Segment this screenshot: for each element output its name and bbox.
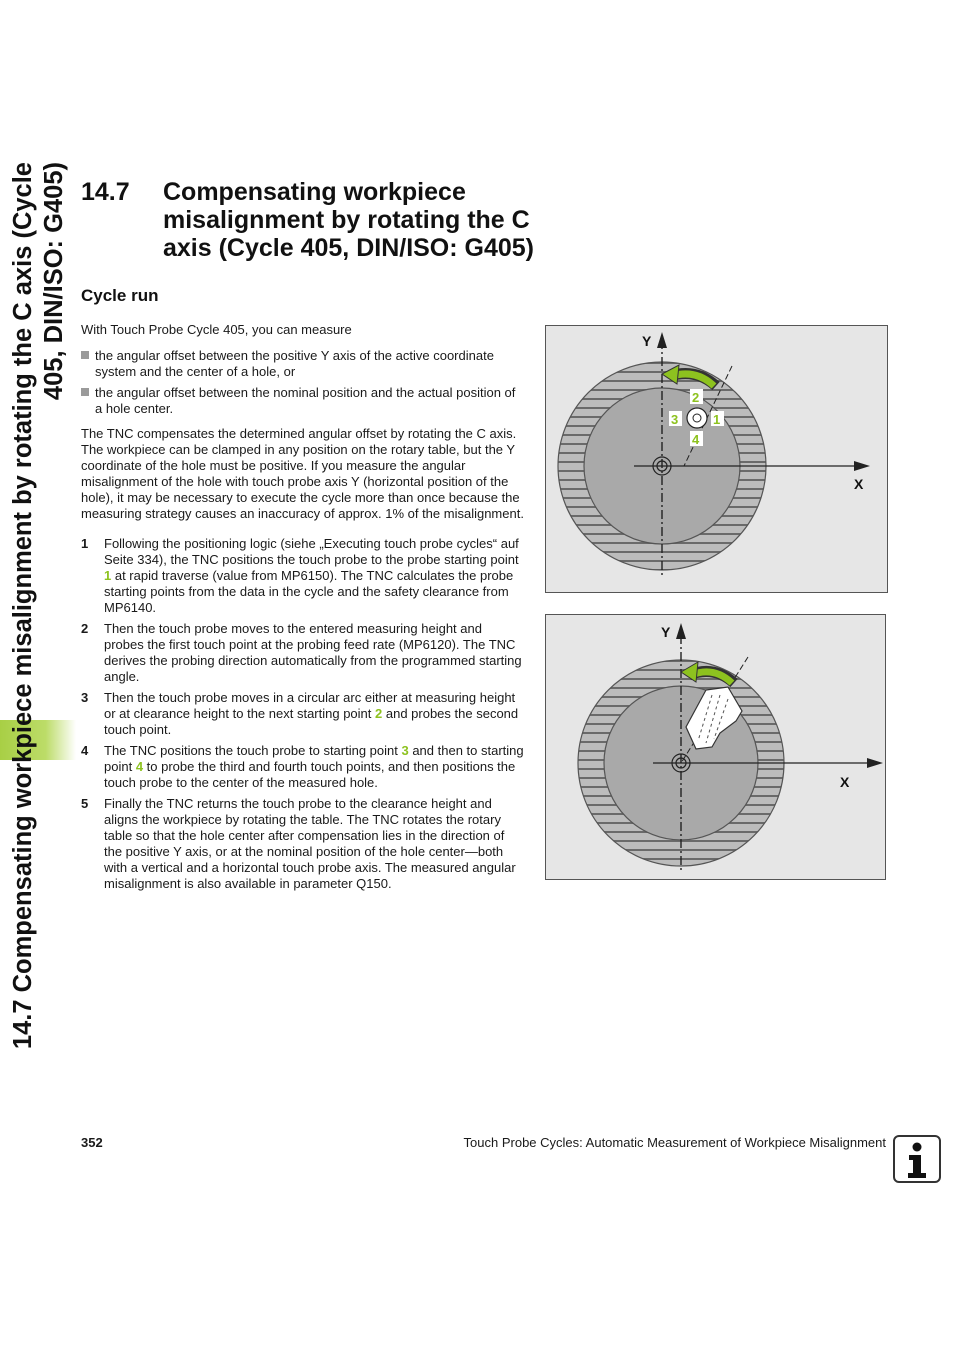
- step-number: 2: [81, 621, 89, 636]
- point-2-label: 2: [692, 390, 700, 405]
- step-item: 5 Finally the TNC returns the touch probe to the clearance height and aligns the workpiece by rotating the table. The TNC rotates the rotary table so that the hole center after compensation lies in the direction of the positive Y axis, or at the nominal position of the hole center—both with a vertical and a horizontal touch probe axis. The measured angular misalignment is also available in parameter Q150.: [81, 796, 516, 891]
- step-item: 2 Then the touch probe moves to the entered measuring height and probes the first touch point at the probing feed rate (MP6120). The TNC derives the probing direction automatically from the programmed starting angle.: [81, 621, 522, 684]
- side-title-line-2: 405, DIN/ISO: G405): [40, 162, 68, 401]
- description-paragraph: The TNC compensates the determined angular offset by rotating the C axis. The workpiece can be clamped in any position on the rotary table, but the Y coordinate of the hole must be positive. If you measure the angular misalignment of the hole with touch probe axis Y (horizontal position of the hole), it may be necessary to execute the cycle more than once because the measuring strategy causes an inaccuracy of approx. 1% of the misalignment.: [81, 426, 524, 521]
- step-number: 4: [81, 743, 89, 758]
- step-item: 1 Following the positioning logic (siehe „Executing touch probe cycles“ auf Seite 334), the TNC positions the touch probe to the probe starting point 1 at rapid traverse (value from MP6150). The TNC calculates the probe starting points from the data in the cycle and the safety clearance from MP6140.: [81, 536, 519, 615]
- info-icon: [893, 1135, 941, 1183]
- step-number: 3: [81, 690, 89, 705]
- running-footer: Touch Probe Cycles: Automatic Measurement of Workpiece Misalignment: [463, 1135, 886, 1150]
- step-number: 5: [81, 796, 89, 811]
- subheading: Cycle run: [81, 286, 159, 305]
- y-axis-label: Y: [661, 624, 671, 640]
- point-1-label: 1: [713, 412, 721, 427]
- list-item: the angular offset between the nominal position and the actual position of a hole center.: [81, 385, 525, 417]
- side-running-title: [8, 162, 82, 1162]
- step-item: 4 The TNC positions the touch probe to starting point 3 and then to starting point 4 to probe the third and fourth touch points, and then positions the touch probe to the center of the measured hole.: [81, 743, 524, 790]
- body-text: [81, 322, 525, 897]
- point-4-label: 4: [692, 432, 700, 447]
- y-axis-label: Y: [642, 333, 652, 349]
- cycle-diagram-probing-points: [545, 325, 888, 593]
- step-item: 3 Then the touch probe moves in a circular arc either at measuring height or at clearance height to the next starting point 2 and probes the second touch point.: [81, 690, 519, 737]
- point-3-label: 3: [671, 412, 679, 427]
- steps-list: [81, 536, 525, 892]
- x-axis-label: X: [854, 476, 864, 492]
- side-title-line-1: 14.7 Compensating workpiece misalignment by rotating the C axis (Cycle: [9, 162, 37, 1050]
- section-number: 14.7: [81, 178, 130, 206]
- square-bullet-icon: [81, 351, 89, 359]
- section-heading: [81, 178, 551, 262]
- page-number: 352: [81, 1135, 103, 1150]
- square-bullet-icon: [81, 388, 89, 396]
- x-axis-label: X: [840, 774, 850, 790]
- section-title: Compensating workpiece misalignment by rotating the C axis (Cycle 405, DIN/ISO: G405): [163, 178, 535, 262]
- list-item: the angular offset between the positive Y axis of the active coordinate system and the center of a hole, or: [81, 348, 525, 380]
- intro-paragraph: With Touch Probe Cycle 405, you can measure: [81, 322, 352, 337]
- cycle-diagram-rotated-table: [545, 614, 886, 880]
- step-number: 1: [81, 536, 89, 551]
